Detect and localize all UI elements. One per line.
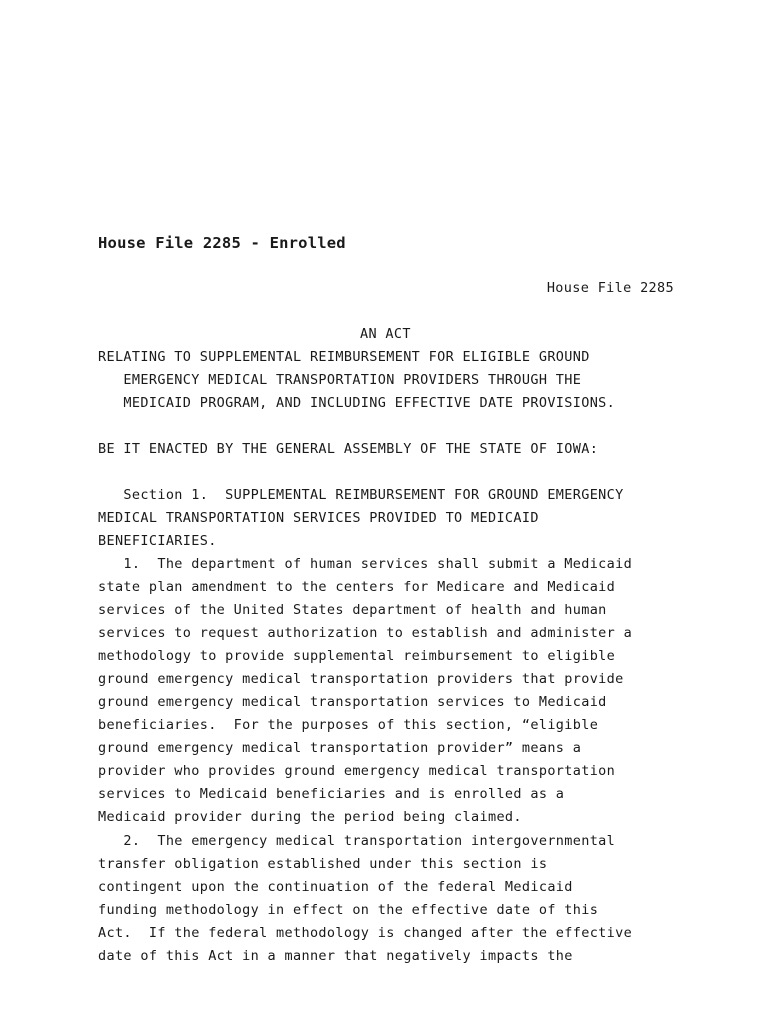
relating-line: EMERGENCY MEDICAL TRANSPORTATION PROVIDERS THROUGH THE <box>98 372 582 388</box>
body-line: funding methodology in effect on the effective date of this <box>98 902 599 918</box>
act-heading: AN ACT <box>360 326 411 342</box>
body-line: ground emergency medical transportation services to Medicaid <box>98 694 607 710</box>
body-line: BENEFICIARIES. <box>98 533 217 549</box>
relating-line: MEDICAID PROGRAM, AND INCLUDING EFFECTIVE DATE PROVISIONS. <box>98 395 616 411</box>
body-line: Act. If the federal methodology is changed after the effective <box>98 925 633 941</box>
body-line: 2. The emergency medical transportation intergovernmental <box>98 833 616 849</box>
relating-line: RELATING TO SUPPLEMENTAL REIMBURSEMENT FOR ELIGIBLE GROUND <box>98 349 590 365</box>
body-line: provider who provides ground emergency medical transportation <box>98 763 616 779</box>
body-line: services to request authorization to establish and administer a <box>98 625 633 641</box>
body-line: ground emergency medical transportation providers that provide <box>98 671 624 687</box>
body-line: MEDICAL TRANSPORTATION SERVICES PROVIDED TO MEDICAID <box>98 510 539 526</box>
body-line: ground emergency medical transportation provider” means a <box>98 740 582 756</box>
body-line: methodology to provide supplemental reimbursement to eligible <box>98 648 616 664</box>
body-line: transfer obligation established under this section is <box>98 856 548 872</box>
body-line: state plan amendment to the centers for Medicare and Medicaid <box>98 579 616 595</box>
enacting-clause: BE IT ENACTED BY THE GENERAL ASSEMBLY OF THE STATE OF IOWA: <box>98 441 599 457</box>
body-line: date of this Act in a manner that negatively impacts the <box>98 948 573 964</box>
body-line: Section 1. SUPPLEMENTAL REIMBURSEMENT FOR GROUND EMERGENCY <box>98 487 624 503</box>
body-line: services of the United States department of health and human <box>98 602 607 618</box>
body-line: 1. The department of human services shall submit a Medicaid <box>98 556 633 572</box>
file-reference: House File 2285 <box>546 280 674 296</box>
body-line: services to Medicaid beneficiaries and is enrolled as a <box>98 786 565 802</box>
body-line: beneficiaries. For the purposes of this section, “eligible <box>98 717 599 733</box>
body-line: contingent upon the continuation of the federal Medicaid <box>98 879 573 895</box>
document-title: House File 2285 - Enrolled <box>98 234 346 252</box>
body-line: Medicaid provider during the period being claimed. <box>98 809 522 825</box>
